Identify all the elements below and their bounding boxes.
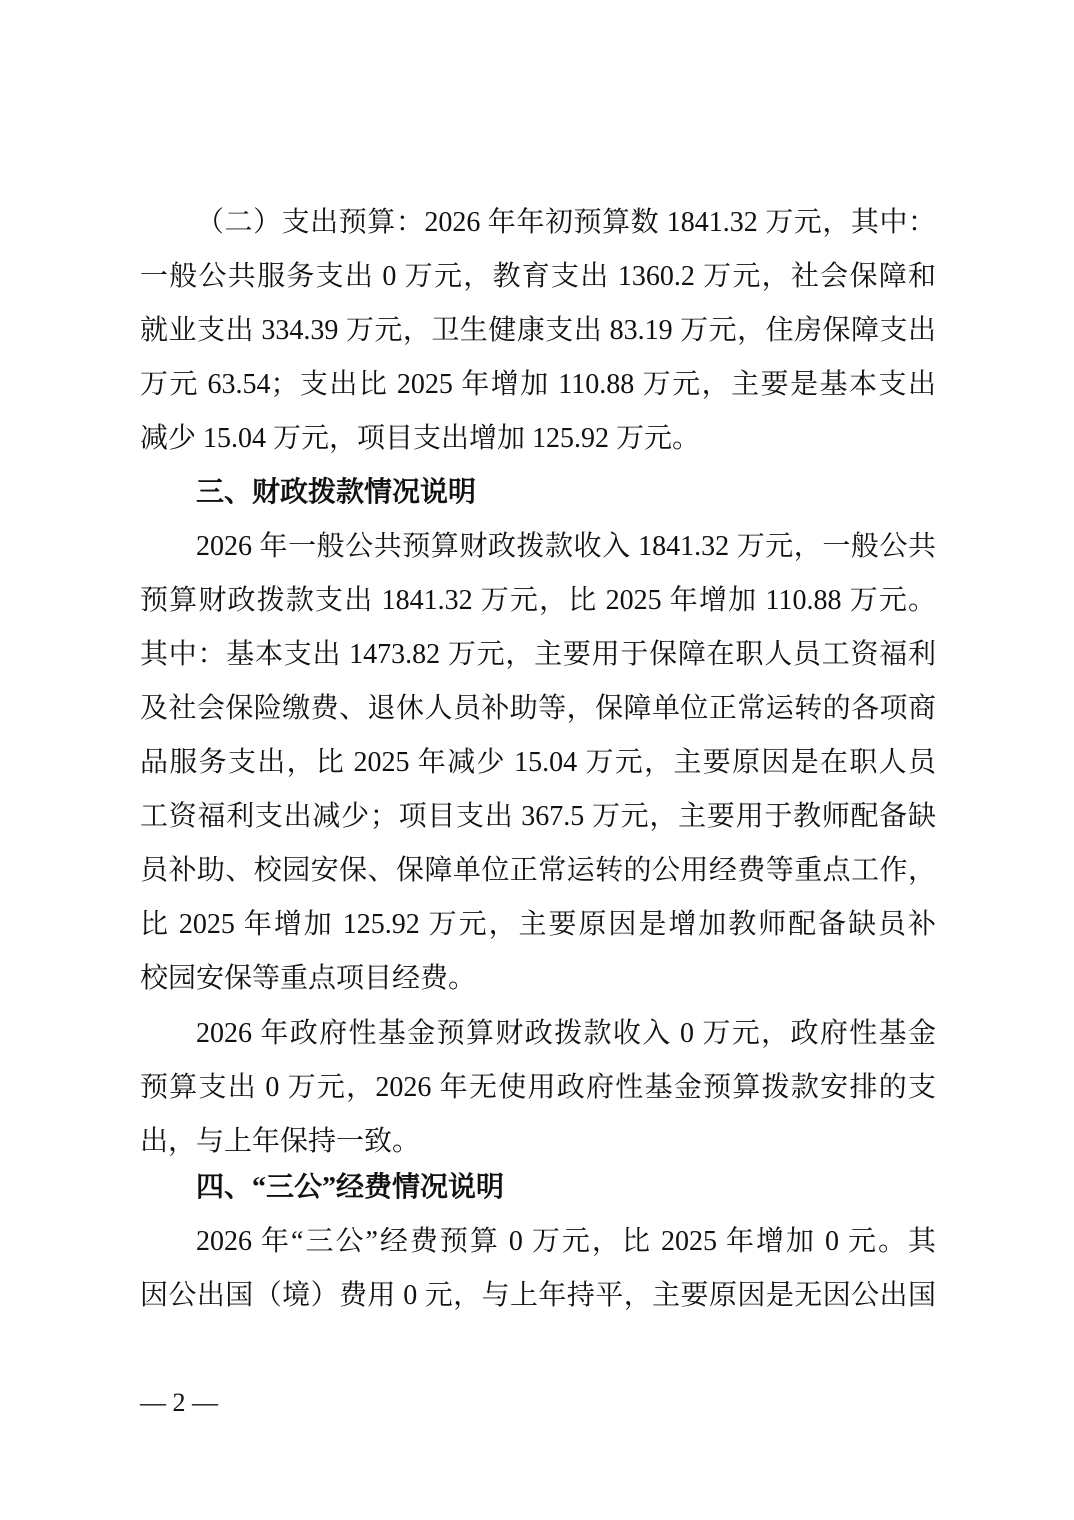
text-line: 比 2025 年增加 125.92 万元，主要原因是增加教师配备缺员补 [140,909,936,940]
text-line: 预算财政拨款支出 1841.32 万元，比 2025 年增加 110.88 万元。 [140,585,936,616]
text-line: 2026 年政府性基金预算财政拨款收入 0 万元，政府性基金 [196,1018,936,1049]
text-line: （二）支出预算：2026 年年初预算数 1841.32 万元，其中： [196,207,936,238]
text-line: 万元 63.54；支出比 2025 年增加 110.88 万元，主要是基本支出 [140,369,936,400]
text-line: 品服务支出，比 2025 年减少 15.04 万元，主要原因是在职人员 [140,747,936,778]
section-heading: 三、财政拨款情况说明 [196,477,477,508]
text-line: 2026 年一般公共预算财政拨款收入 1841.32 万元，一般公共 [196,531,936,562]
text-line: 减少 15.04 万元，项目支出增加 125.92 万元。 [140,423,701,454]
section-heading: 四、“三公”经费情况说明 [196,1172,505,1203]
text-line: 工资福利支出减少；项目支出 367.5 万元，主要用于教师配备缺 [140,801,936,832]
text-line: 预算支出 0 万元，2026 年无使用政府性基金预算拨款安排的支 [140,1072,936,1103]
text-line: 及社会保险缴费、退休人员补助等，保障单位正常运转的各项商 [140,693,936,724]
text-line: 一般公共服务支出 0 万元，教育支出 1360.2 万元，社会保障和 [140,261,936,292]
text-line: 因公出国（境）费用 0 元，与上年持平，主要原因是无因公出国 [140,1280,936,1311]
text-line: 校园安保等重点项目经费。 [140,963,477,994]
text-line: 2026 年“三公”经费预算 0 万元，比 2025 年增加 0 元。其 [196,1226,936,1257]
text-line: 其中：基本支出 1473.82 万元，主要用于保障在职人员工资福利 [140,639,936,670]
text-line: 员补助、校园安保、保障单位正常运转的公用经费等重点工作， [140,855,936,886]
text-line: 就业支出 334.39 万元，卫生健康支出 83.19 万元，住房保障支出 [140,315,936,346]
text-line: 出，与上年保持一致。 [140,1126,421,1157]
page-number: — 2 — [140,1388,218,1417]
